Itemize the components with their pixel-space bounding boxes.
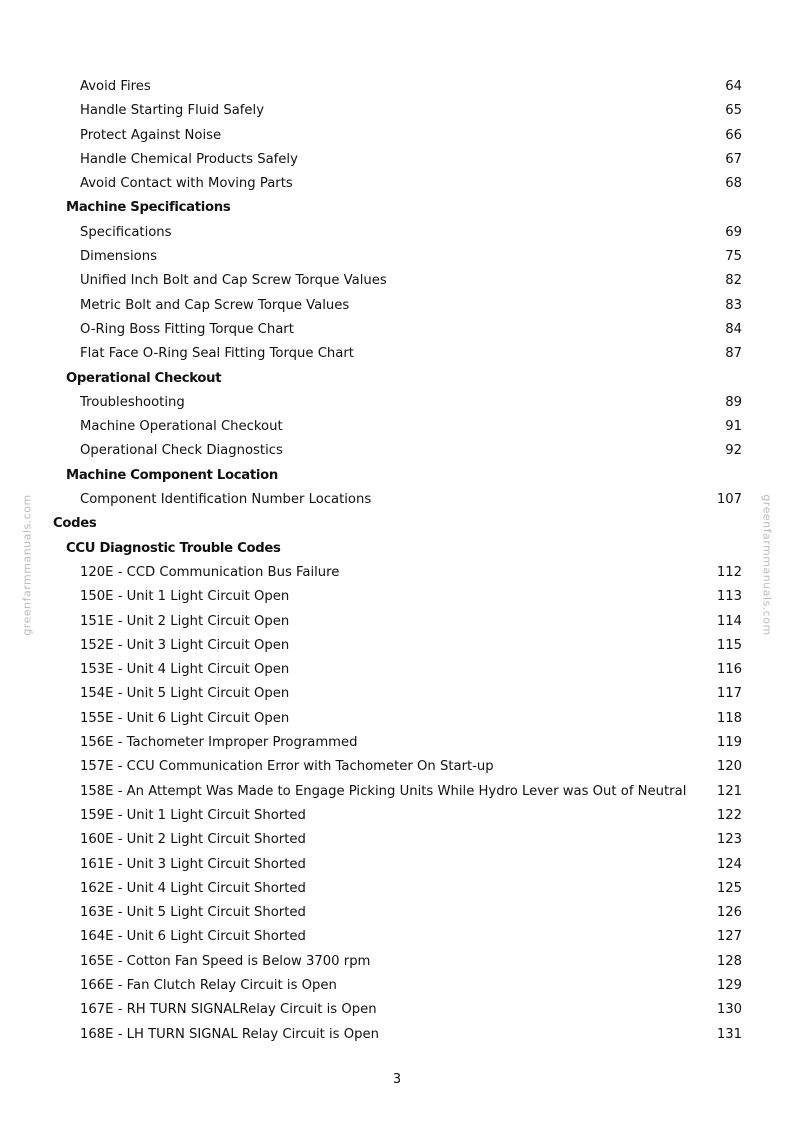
toc-entry-page: 128 [716, 953, 742, 969]
toc-entry-page: 75 [725, 249, 742, 265]
toc-entry-page: 83 [725, 297, 742, 313]
toc-entry[interactable] [0, 245, 794, 269]
toc-entry-page: 64 [725, 79, 742, 94]
toc-entry-page: 112 [716, 564, 742, 580]
toc-entry-title: Dimensions [80, 249, 157, 265]
page-number: 3 [392, 1072, 402, 1087]
toc-entry[interactable] [0, 172, 794, 196]
toc-entry-page: 84 [725, 321, 742, 337]
toc-entry[interactable] [0, 610, 794, 634]
toc-entry[interactable] [0, 974, 794, 998]
toc-entry[interactable] [0, 804, 794, 828]
toc-entry-page: 123 [716, 832, 742, 848]
toc-entry-title: 156E - Tachometer Improper Programmed [80, 735, 358, 751]
watermark-left: greenfarmmanuals.com [20, 494, 34, 636]
toc-entry-page: 92 [725, 443, 742, 459]
toc-section-heading[interactable] [0, 512, 794, 536]
toc-entry-title: Handle Chemical Products Safely [80, 151, 298, 167]
toc-entry-title: Codes [53, 516, 97, 532]
toc-entry-page: 65 [725, 103, 742, 119]
toc-entry[interactable] [0, 634, 794, 658]
toc-entry-title: 167E - RH TURN SIGNALRelay Circuit is Open [80, 1002, 377, 1018]
toc-entry-page: 116 [716, 662, 742, 678]
toc-entry[interactable] [0, 318, 794, 342]
toc-entry[interactable] [0, 853, 794, 877]
toc-entry-page: 124 [716, 856, 742, 872]
toc-entry-title: Operational Checkout [66, 370, 222, 386]
toc-entry[interactable] [0, 731, 794, 755]
toc-entry[interactable] [0, 75, 794, 99]
toc-entry-page: 67 [725, 151, 742, 167]
toc-entry-page: 113 [716, 589, 742, 605]
toc-entry-page: 66 [725, 127, 742, 143]
toc-entry[interactable] [0, 415, 794, 439]
toc-entry-title: 160E - Unit 2 Light Circuit Shorted [80, 832, 306, 848]
toc-entry[interactable] [0, 99, 794, 123]
toc-entry-page: 127 [716, 929, 742, 945]
toc-entry-title: Troubleshooting [80, 394, 185, 410]
toc-entry-title: Avoid Fires [80, 79, 151, 94]
toc-entry-title: 158E - An Attempt Was Made to Engage Picking Units While Hydro Lever was Out of Neutral [80, 783, 687, 799]
toc-entry[interactable] [0, 439, 794, 463]
toc-entry[interactable] [0, 221, 794, 245]
toc-entry-title: 164E - Unit 6 Light Circuit Shorted [80, 929, 306, 945]
toc-entry-title: 161E - Unit 3 Light Circuit Shorted [80, 856, 306, 872]
toc-entry[interactable] [0, 1023, 794, 1047]
toc-entry[interactable] [0, 828, 794, 852]
toc-section-heading[interactable] [0, 464, 794, 488]
toc-entry-title: 165E - Cotton Fan Speed is Below 3700 rpm [80, 953, 371, 969]
toc-entry-title: Machine Specifications [66, 200, 231, 216]
toc-entry[interactable] [0, 124, 794, 148]
toc-entry-title: Component Identification Number Locations [80, 492, 372, 508]
toc-entry-title: Specifications [80, 224, 172, 240]
toc-entry-title: 120E - CCD Communication Bus Failure [80, 564, 340, 580]
toc-entry-title: 168E - LH TURN SIGNAL Relay Circuit is Open [80, 1026, 379, 1042]
toc-entry-page: 117 [716, 686, 742, 702]
toc-entry-page: 125 [716, 880, 742, 896]
toc-entry-page: 126 [716, 905, 742, 921]
toc-entry-title: 163E - Unit 5 Light Circuit Shorted [80, 905, 306, 921]
toc-entry-title: 155E - Unit 6 Light Circuit Open [80, 710, 290, 726]
toc-entry-page: 130 [716, 1002, 742, 1018]
toc-entry-title: Machine Operational Checkout [80, 419, 283, 435]
toc-entry[interactable] [0, 391, 794, 415]
toc-entry-title: 159E - Unit 1 Light Circuit Shorted [80, 807, 306, 823]
toc-entry[interactable] [0, 925, 794, 949]
toc-entry-title: 151E - Unit 2 Light Circuit Open [80, 613, 290, 629]
toc-entry-title: Protect Against Noise [80, 127, 222, 143]
watermark-right: greenfarmmanuals.com [760, 494, 774, 636]
toc-entry[interactable] [0, 707, 794, 731]
toc-entry-title: 157E - CCU Communication Error with Tachometer On Start-up [80, 759, 494, 775]
toc-entry-page: 82 [725, 273, 742, 289]
toc-entry-title: 162E - Unit 4 Light Circuit Shorted [80, 880, 306, 896]
toc-entry-page: 68 [725, 176, 742, 192]
toc-entry[interactable] [0, 585, 794, 609]
toc-section-heading[interactable] [0, 537, 794, 561]
toc-section-heading[interactable] [0, 367, 794, 391]
toc-entry-title: O-Ring Boss Fitting Torque Chart [80, 321, 294, 337]
toc-entry-page: 131 [716, 1026, 742, 1042]
toc-entry[interactable] [0, 488, 794, 512]
toc-entry-page: 121 [716, 783, 742, 799]
toc-entry[interactable] [0, 901, 794, 925]
toc-entry-page: 115 [716, 637, 742, 653]
toc-entry-title: Handle Starting Fluid Safely [80, 103, 265, 119]
toc-section-heading[interactable] [0, 196, 794, 220]
toc-entry[interactable] [0, 780, 794, 804]
toc-entry[interactable] [0, 877, 794, 901]
toc-entry-page: 91 [725, 419, 742, 435]
toc-entry[interactable] [0, 950, 794, 974]
toc-entry-title: 150E - Unit 1 Light Circuit Open [80, 589, 290, 605]
toc-entry-page: 122 [716, 807, 742, 823]
toc-entry-page: 89 [725, 394, 742, 410]
toc-entry-title: Flat Face O-Ring Seal Fitting Torque Chart [80, 346, 354, 362]
toc-entry[interactable] [0, 998, 794, 1022]
toc-entry[interactable] [0, 561, 794, 585]
toc-entry-page: 118 [716, 710, 742, 726]
toc-entry-page: 114 [716, 613, 742, 629]
toc-entry[interactable] [0, 342, 794, 366]
toc-entry[interactable] [0, 148, 794, 172]
toc-entry-title: CCU Diagnostic Trouble Codes [66, 540, 281, 556]
toc-entry-title: 166E - Fan Clutch Relay Circuit is Open [80, 977, 337, 993]
toc-entry-title: 152E - Unit 3 Light Circuit Open [80, 637, 290, 653]
toc-entry-page: 129 [716, 977, 742, 993]
toc-entry-page: 87 [725, 346, 742, 362]
toc-entry-title: Metric Bolt and Cap Screw Torque Values [80, 297, 350, 313]
toc-entry-title: 153E - Unit 4 Light Circuit Open [80, 662, 290, 678]
table-of-contents [0, 75, 794, 1047]
toc-entry-title: 154E - Unit 5 Light Circuit Open [80, 686, 290, 702]
toc-entry[interactable] [0, 755, 794, 779]
toc-entry[interactable] [0, 269, 794, 293]
toc-entry-page: 107 [716, 492, 742, 508]
toc-entry[interactable] [0, 682, 794, 706]
toc-entry-page: 119 [716, 735, 742, 751]
toc-entry-title: Avoid Contact with Moving Parts [80, 176, 293, 192]
toc-entry-page: 120 [716, 759, 742, 775]
toc-entry[interactable] [0, 658, 794, 682]
toc-entry-title: Machine Component Location [66, 467, 278, 483]
toc-entry-page: 69 [725, 224, 742, 240]
toc-entry[interactable] [0, 294, 794, 318]
toc-entry-title: Unified Inch Bolt and Cap Screw Torque Values [80, 273, 387, 289]
toc-entry-title: Operational Check Diagnostics [80, 443, 283, 459]
